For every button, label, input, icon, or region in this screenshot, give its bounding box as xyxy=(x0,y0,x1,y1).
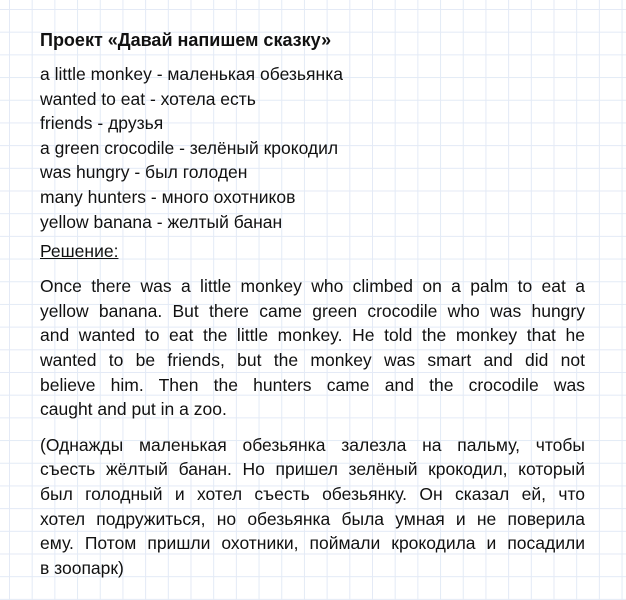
vocabulary-list xyxy=(40,62,585,234)
document xyxy=(40,28,585,580)
story-line: (Однажды маленькая обезьянка залезла на пальму, чтобы xyxy=(40,434,585,455)
vocab-item: was hungry - был голоден xyxy=(40,162,248,183)
vocab-item: a green crocodile - зелёный крокодил xyxy=(40,137,339,158)
story-line: yellow banana. But there came green crocodile who was hungry xyxy=(40,300,585,321)
story-line: and wanted to eat the little monkey. He told the monkey that he xyxy=(40,325,585,346)
vocab-item: friends - друзья xyxy=(40,113,164,134)
story-english xyxy=(40,274,585,422)
story-line: хотел подружиться, но обезьянка была умная и не поверила xyxy=(40,508,585,529)
story-line: believe him. Then the hunters came and the crocodile was xyxy=(40,374,585,395)
page-title: Проект «Давай напишем сказку» xyxy=(40,30,332,50)
vocab-item: wanted to eat - хотела есть xyxy=(40,88,256,109)
story-russian xyxy=(40,433,585,581)
story-line: ему. Потом пришли охотники, поймали крокодила и посадили xyxy=(40,533,585,554)
solution-heading: Решение: xyxy=(40,241,119,262)
story-line: caught and put in a zoo. xyxy=(40,399,227,420)
vocab-item: yellow banana - желтый банан xyxy=(40,211,283,232)
story-line: был голодный и хотел съесть обезьянку. Он сказал ей, что xyxy=(40,483,585,504)
story-line: съесть жёлтый банан. Но пришел зелёный крокодил, который xyxy=(40,459,585,480)
story-line: wanted to be friends, but the monkey was smart and did not xyxy=(40,349,585,370)
story-line: Once there was a little monkey who climbed on a palm to eat a xyxy=(40,276,585,297)
vocab-item: many hunters - много охотников xyxy=(40,186,296,207)
vocab-item: a little monkey - маленькая обезьянка xyxy=(40,64,343,84)
story-line: в зоопарк) xyxy=(40,557,124,578)
